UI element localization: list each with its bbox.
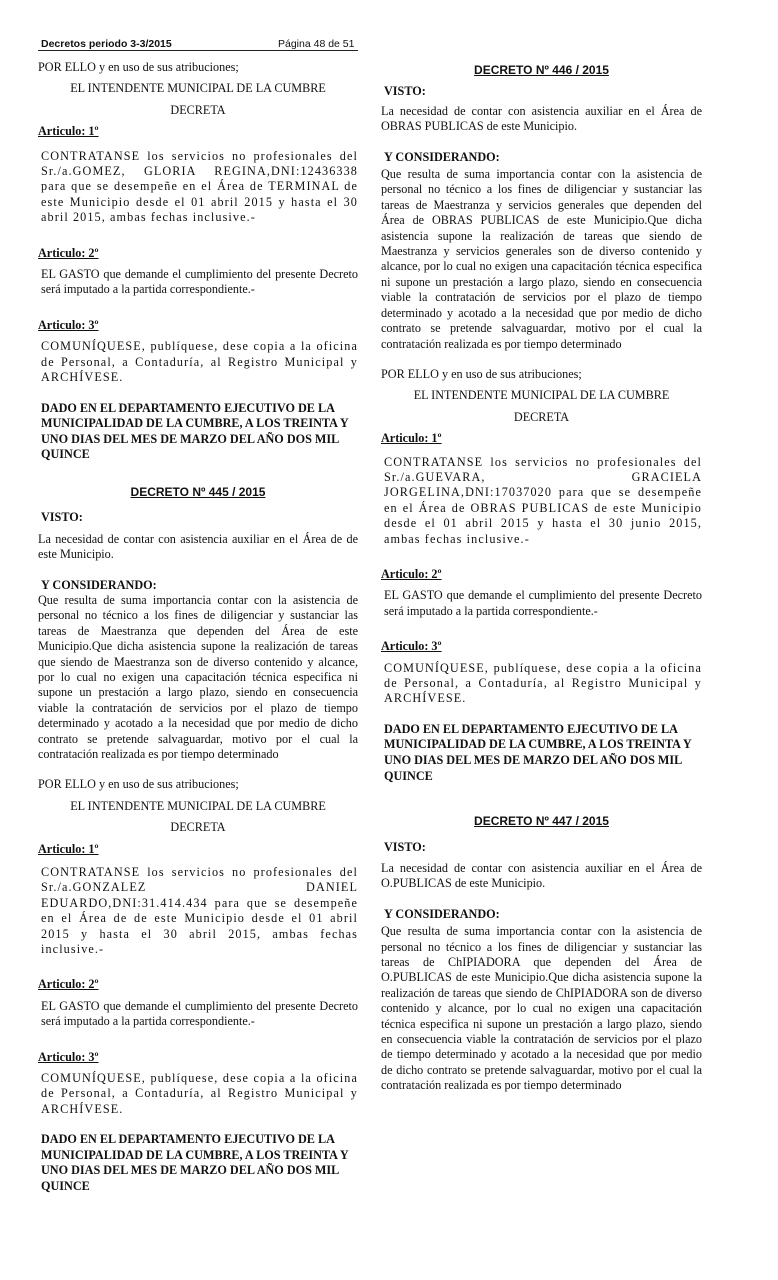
visto-label: VISTO: [384, 839, 426, 854]
considerando-text: Que resulta de suma importancia contar con la asistencia de personal no técnico a los fines de diligenciar y sustanciar las tareas de ChIPIADORA que dependen del Área de O.PUBLICAS de este Municipio.Que dicha asistencia supone la realización de tareas que siendo de ChIPIADORA son de diverso contenido y alcance, por lo cual no exigen una capacitación técnica especifica ni supone un prestación a largo plazo, siendo en consecuencia viable la contratación de servicios por el plazo de tiempo determinado y acotado a la necesidad que por medio de dicho contrato se pretende salvaguardar, motivo por el cual la contratación realizada es por tiempo determinado [381, 924, 702, 1093]
article-1-label: Articulo: 1º [381, 431, 442, 446]
visto-label: VISTO: [41, 510, 83, 525]
article-2-text: EL GASTO que demande el cumplimiento del presente Decreto será imputado a la partida correspondiente.- [41, 267, 358, 297]
visto-text: La necesidad de contar con asistencia auxiliar en el Área de de este Municipio. [38, 531, 358, 562]
article-2-text: EL GASTO que demande el cumplimiento del presente Decreto será imputado a la partida correspondiente.- [384, 588, 702, 618]
considerando-text: Que resulta de suma importancia contar con la asistencia de personal no técnico a los fines de diligenciar y sustanciar las tareas de Maestranza que dependen del Área de este Municipio.Que dicha asistencia supone la realización de tareas que siendo de Maestranza son de diverso contenido y alcance, por lo cual no exigen una capacitación técnica especifica ni supone un prestación a largo plazo, siendo en consecuencia viable la contratación de servicios por el plazo de tiempo determinado y acotado a la necesidad que por medio de dicho contrato se pretende salvaguardar, motivo por el cual la contratación realizada es por tiempo determinado [38, 592, 358, 761]
decreta-heading: DECRETA [513, 409, 570, 424]
considerando-label: Y CONSIDERANDO: [384, 906, 500, 921]
article-1-text: CONTRATANSE los servicios no profesionales del Sr./a.GOMEZ, GLORIA REGINA,DNI:12436338 para que se desempeñe en el Área de TERMINAL de este Municipio desde el 01 abril 2015 y hasta el 30 abril 2015, ambas fechas inclusive.- [41, 148, 358, 225]
article-3-text: COMUNÍQUESE, publíquese, dese copia a la oficina de Personal, a Contaduría, al Registro Municipal y ARCHÍVESE. [41, 339, 358, 385]
por-ello-text: POR ELLO y en uso de sus atribuciones; [38, 777, 239, 792]
decreto-447-title: DECRETO Nº 447 / 2015 [474, 814, 609, 829]
intendente-heading: EL INTENDENTE MUNICIPAL DE LA CUMBRE [70, 81, 326, 96]
article-2-label: Articulo: 2º [38, 245, 99, 260]
article-3-text: COMUNÍQUESE, publíquese, dese copia a la oficina de Personal, a Contaduría, al Registro Municipal y ARCHÍVESE. [41, 1071, 358, 1116]
article-3-label: Articulo: 3º [38, 1049, 99, 1064]
visto-text: La necesidad de contar con asistencia auxiliar en el Área de OBRAS PUBLICAS de este Municipio. [381, 103, 702, 134]
page-number: Página 48 de 51 [278, 38, 355, 50]
page-header [38, 35, 358, 51]
dado-signature-block: DADO EN EL DEPARTAMENTO EJECUTIVO DE LA MUNICIPALIDAD DE LA CUMBRE, A LOS TREINTA Y UNO DIAS DEL MES DE MARZO DEL AÑO DOS MIL QUINCE [384, 721, 692, 783]
article-3-label: Articulo: 3º [381, 639, 442, 654]
decreto-446-title: DECRETO Nº 446 / 2015 [474, 63, 609, 77]
article-2-label: Articulo: 2º [381, 566, 442, 581]
decreto-445-title: DECRETO Nº 445 / 2015 [130, 484, 266, 499]
considerando-text: Que resulta de suma importancia contar con la asistencia de personal no técnico a los fines de diligenciar y sustanciar las tareas de Maestranza y servicios generales que dependen del Área de OBRAS PUBLICAS de este Municipio.Que dicha asistencia supone la realización de tareas que siendo de Maestranza y servicios generales son de diverso contenido y alcance, por lo cual no exigen una capacitación técnica especifica ni supone un prestación a largo plazo, siendo en consecuencia viable la contratación de servicios por el plazo de tiempo determinado y acotado a la necesidad que por medio de dicho contrato se pretende salvaguardar, motivo por el cual la contratación realizada es por tiempo determinado [381, 167, 702, 351]
article-1-text: CONTRATANSE los servicios no profesionales del Sr./a.GONZALEZ DANIEL EDUARDO,DNI:31.414.434 para que se desempeñe en el Área de de este Municipio desde el 01 abril 2015 y hasta el 30 abril 2015, ambas fechas inclusive.- [41, 865, 358, 957]
por-ello-text: POR ELLO y en uso de sus atribuciones; [381, 366, 582, 381]
decreta-heading: DECRETA [170, 820, 226, 835]
dado-signature-block: DADO EN EL DEPARTAMENTO EJECUTIVO DE LA MUNICIPALIDAD DE LA CUMBRE, A LOS TREINTA Y UNO DIAS DEL MES DE MARZO DEL AÑO DOS MIL QUINCE [41, 400, 349, 462]
article-1-label: Articulo: 1º [38, 124, 99, 139]
intendente-heading: EL INTENDENTE MUNICIPAL DE LA CUMBRE [70, 798, 326, 813]
document-period: Decretos periodo 3-3/2015 [41, 38, 172, 50]
dado-signature-block: DADO EN EL DEPARTAMENTO EJECUTIVO DE LA MUNICIPALIDAD DE LA CUMBRE, A LOS TREINTA Y UNO DIAS DEL MES DE MARZO DEL AÑO DOS MIL QUINCE [41, 1132, 349, 1194]
article-1-label: Articulo: 1º [38, 841, 99, 856]
por-ello-text: POR ELLO y en uso de sus atribuciones; [38, 60, 239, 74]
intendente-heading: EL INTENDENTE MUNICIPAL DE LA CUMBRE [413, 388, 670, 403]
article-2-text: EL GASTO que demande el cumplimiento del presente Decreto será imputado a la partida correspondiente.- [41, 998, 358, 1029]
decreta-heading: DECRETA [170, 102, 226, 117]
visto-label: VISTO: [384, 84, 426, 99]
right-column [381, 60, 702, 1094]
article-1-text: CONTRATANSE los servicios no profesionales del Sr./a.GUEVARA, GRACIELA JORGELINA,DNI:17037020 para que se desempeñe en el Área de OBRAS PUBLICAS de este Municipio desde el 01 abril 2015 y hasta el 30 junio 2015, ambas fechas inclusive.- [384, 454, 702, 546]
considerando-label: Y CONSIDERANDO: [41, 577, 157, 592]
left-column [38, 60, 358, 1195]
visto-text: La necesidad de contar con asistencia auxiliar en el Área de O.PUBLICAS de este Municipio. [381, 861, 702, 891]
considerando-label: Y CONSIDERANDO: [384, 149, 500, 164]
article-2-label: Articulo: 2º [38, 977, 99, 992]
article-3-text: COMUNÍQUESE, publíquese, dese copia a la oficina de Personal, a Contaduría, al Registro Municipal y ARCHÍVESE. [384, 660, 702, 706]
article-3-label: Articulo: 3º [38, 317, 99, 332]
